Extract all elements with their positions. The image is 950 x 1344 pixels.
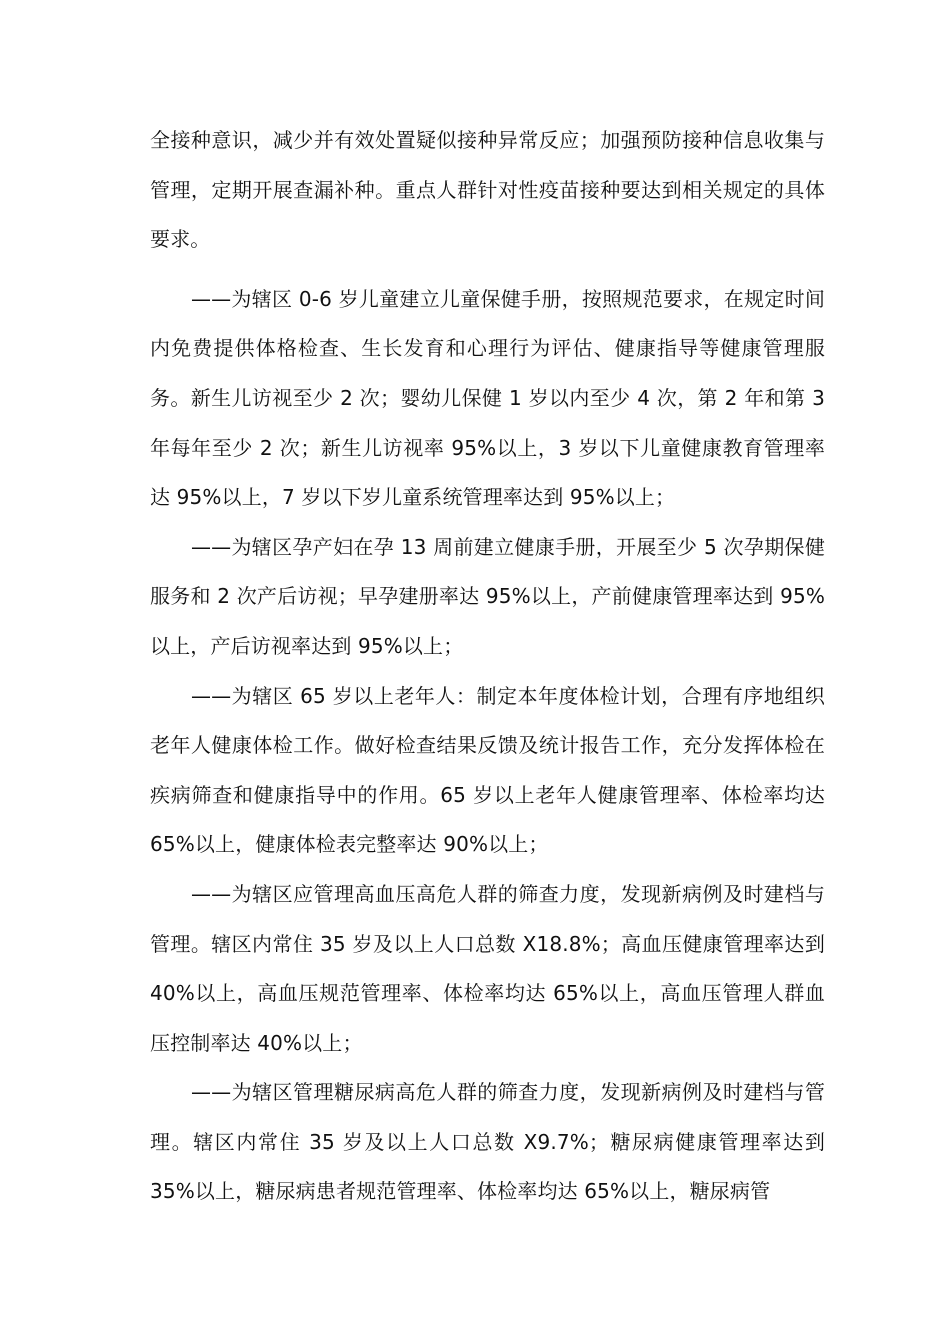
paragraph-hypertension: ——为辖区应管理高血压高危人群的筛查力度，发现新病例及时建档与管理。辖区内常住 35 岁及以上人口总数 X18.8%；高血压健康管理率达到 40%以上，高血压规范管理率、体检率均达 65%以上，高血压管理人群血压控制率达 40%以上； xyxy=(150,881,825,1055)
paragraph-diabetes: ——为辖区管理糖尿病高危人群的筛查力度，发现新病例及时建档与管理。辖区内常住 35 岁及以上人口总数 X9.7%；糖尿病健康管理率达到 35%以上，糖尿病患者规范管理率、体检率均达 65%以上，糖尿病管 xyxy=(150,1080,825,1204)
document-body xyxy=(150,116,825,1217)
paragraph-elderly-health: ——为辖区 65 岁以上老年人：制定本年度体检计划，合理有序地组织老年人健康体检工作。做好检查结果反馈及统计报告工作，充分发挥体检在疾病筛查和健康指导中的作用。65 岁以上老年人健康管理率、体检率均达 65%以上，健康体检表完整率达 90%以上； xyxy=(150,683,825,857)
paragraph-vaccination-end: 全接种意识，减少并有效处置疑似接种异常反应；加强预防接种信息收集与管理，定期开展查漏补种。重点人群针对性疫苗接种要达到相关规定的具体要求。 xyxy=(150,128,825,252)
paragraph-maternal-health: ——为辖区孕产妇在孕 13 周前建立健康手册，开展至少 5 次孕期保健服务和 2 次产后访视；早孕建册率达 95%以上，产前健康管理率达到 95%以上，产后访视率达到 95%以上； xyxy=(150,534,825,658)
paragraph-child-health: ——为辖区 0-6 岁儿童建立儿童保健手册，按照规范要求，在规定时间内免费提供体格检查、生长发育和心理行为评估、健康指导等健康管理服务。新生儿访视至少 2 次；婴幼儿保健 1 岁以内至少 4 次，第 2 年和第 3 年每年至少 2 次；新生儿访视率 95%以上，3 岁以下儿童健康教育管理率达 95%以上，7 岁以下岁儿童系统管理率达到 95%以上； xyxy=(150,286,825,510)
